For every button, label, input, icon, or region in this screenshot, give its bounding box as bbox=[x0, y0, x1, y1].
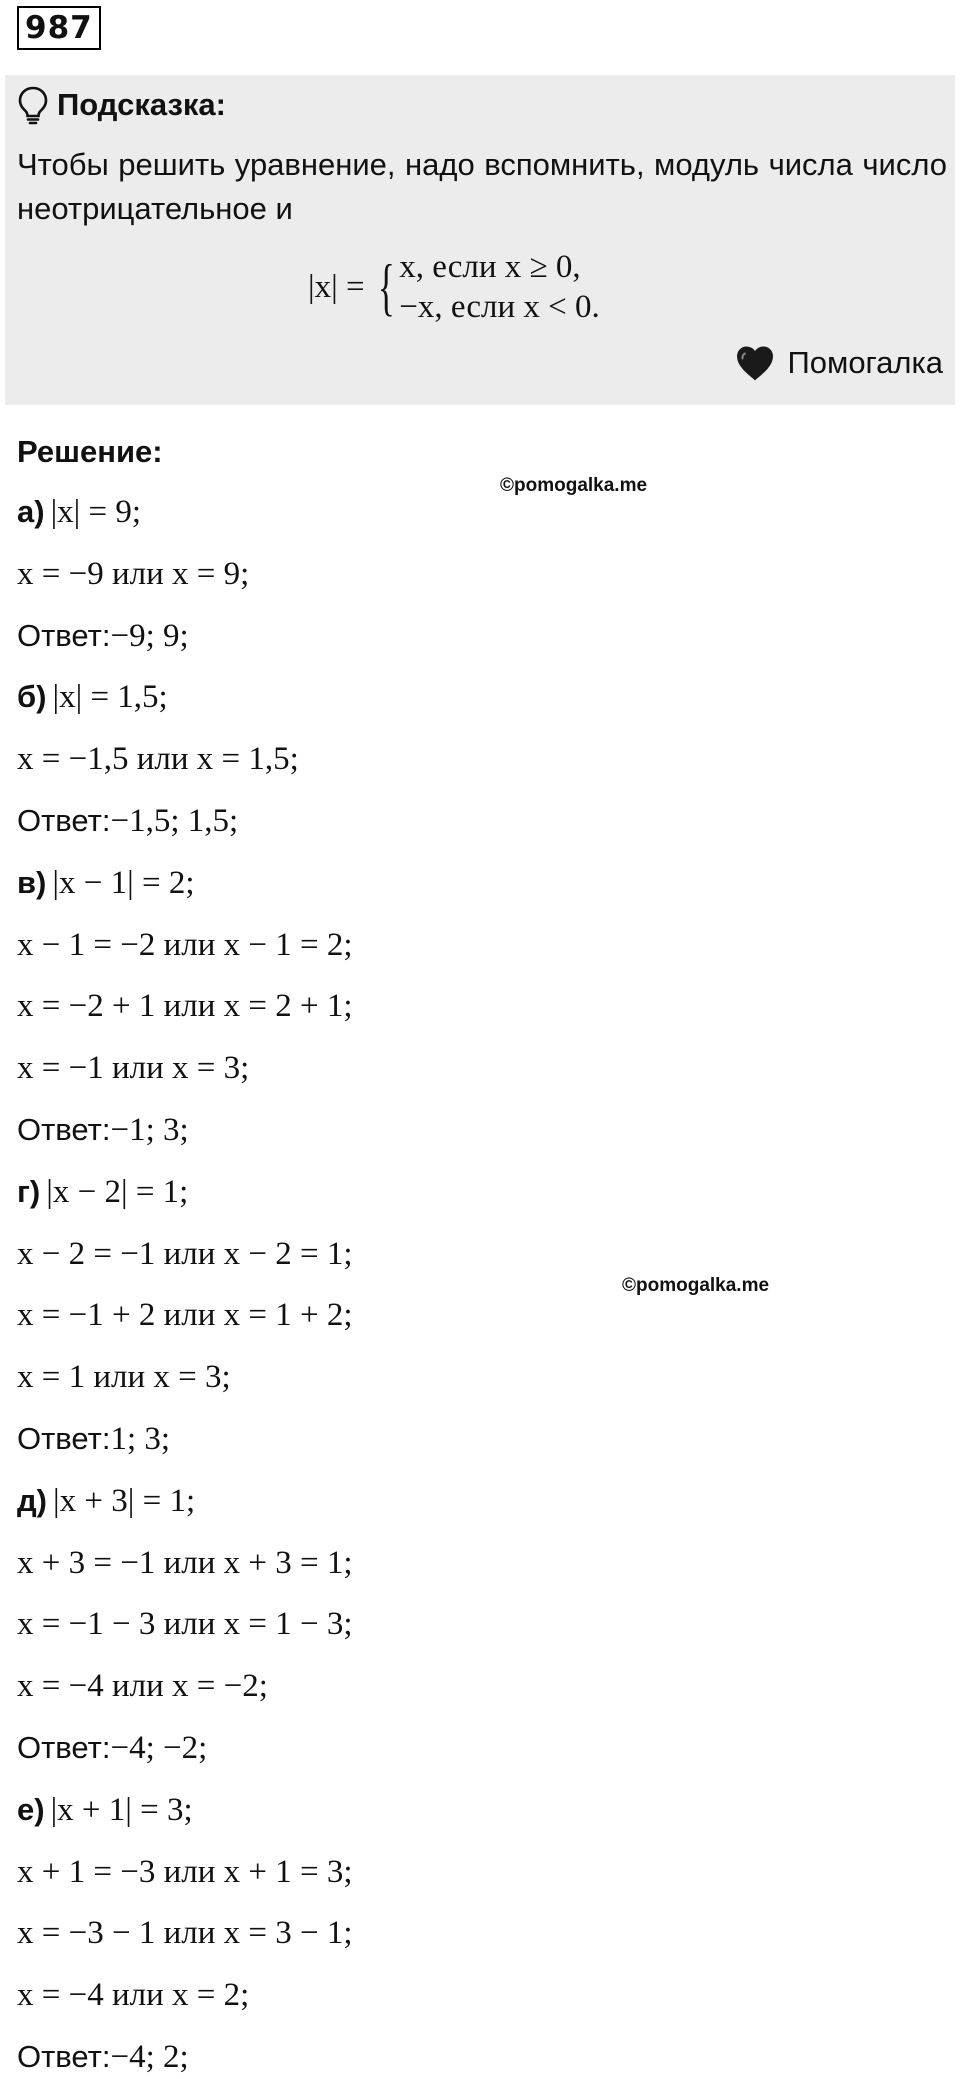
solution-title: Решение: bbox=[17, 434, 163, 469]
solution-line bbox=[17, 1046, 249, 1090]
answer-value: −1; 3; bbox=[110, 1112, 189, 1148]
math-expression: |x| = 9; bbox=[50, 494, 142, 530]
curly-brace: { bbox=[377, 251, 395, 322]
answer-label: Ответ: bbox=[17, 1421, 111, 1456]
math-expression: |x + 3| = 1; bbox=[53, 1483, 196, 1519]
answer-line bbox=[17, 2035, 189, 2079]
answer-label: Ответ: bbox=[17, 803, 111, 838]
brand-link[interactable] bbox=[735, 341, 943, 385]
answer-value: 1; 3; bbox=[110, 1421, 171, 1457]
hint-header bbox=[17, 83, 226, 127]
part-label: е) bbox=[17, 1792, 45, 1827]
math-expression: x = −4 или x = 2; bbox=[17, 1977, 250, 2013]
math-expression: x − 1 = −2 или x − 1 = 2; bbox=[17, 927, 353, 963]
part-label: б) bbox=[17, 679, 47, 714]
solution-line bbox=[17, 861, 195, 905]
hint-box bbox=[5, 75, 955, 405]
math-expression: x + 3 = −1 или x + 3 = 1; bbox=[17, 1545, 353, 1581]
solution-line bbox=[17, 675, 168, 719]
answer-value: −9; 9; bbox=[110, 618, 189, 654]
hint-text: Чтобы решить уравнение, надо вспомнить, модуль числа число неотрицательное и bbox=[17, 147, 947, 226]
solution-line bbox=[17, 1170, 188, 1214]
task-number: 987 bbox=[17, 6, 101, 50]
solution-line bbox=[17, 984, 353, 1028]
part-label: в) bbox=[17, 865, 47, 900]
solution-line bbox=[17, 1541, 353, 1585]
math-expression: x = −9 или x = 9; bbox=[17, 556, 250, 592]
math-expression: x = −4 или x = −2; bbox=[17, 1668, 268, 1704]
watermark: ©pomogalka.me bbox=[622, 1275, 770, 1296]
brand-label: Помогалка bbox=[787, 345, 943, 380]
heart-icon bbox=[735, 345, 775, 381]
lightbulb-icon bbox=[17, 85, 49, 125]
solution-line bbox=[17, 1479, 195, 1523]
answer-line bbox=[17, 614, 189, 658]
solution-line bbox=[17, 1850, 353, 1894]
math-expression: x − 2 = −1 или x − 2 = 1; bbox=[17, 1236, 353, 1272]
answer-label: Ответ: bbox=[17, 1730, 111, 1765]
part-label: а) bbox=[17, 494, 45, 529]
modulus-definition-formula bbox=[308, 245, 600, 329]
math-expression: |x − 1| = 2; bbox=[52, 865, 195, 901]
solution-line bbox=[17, 923, 353, 967]
math-expression: |x − 2| = 1; bbox=[46, 1174, 189, 1210]
math-expression: x + 1 = −3 или x + 1 = 3; bbox=[17, 1854, 353, 1890]
answer-label: Ответ: bbox=[17, 618, 111, 653]
answer-line bbox=[17, 1108, 189, 1152]
answer-line bbox=[17, 799, 238, 843]
math-expression: |x + 1| = 3; bbox=[50, 1792, 193, 1828]
formula-cases bbox=[399, 247, 599, 327]
solution-line bbox=[17, 490, 141, 534]
formula-case-1: x, если x ≥ 0, bbox=[399, 249, 581, 285]
solution-line bbox=[17, 1911, 353, 1955]
math-expression: |x| = 1,5; bbox=[52, 679, 168, 715]
part-label: д) bbox=[17, 1483, 48, 1518]
solution-line bbox=[17, 1232, 353, 1276]
math-expression: x = 1 или x = 3; bbox=[17, 1359, 231, 1395]
watermark: ©pomogalka.me bbox=[500, 475, 648, 496]
math-expression: x = −3 − 1 или x = 3 − 1; bbox=[17, 1915, 353, 1951]
answer-line bbox=[17, 1726, 207, 1770]
math-expression: x = −1 − 3 или x = 1 − 3; bbox=[17, 1606, 353, 1642]
hint-title: Подсказка: bbox=[57, 87, 226, 122]
formula-lhs: |x| = bbox=[308, 268, 365, 305]
answer-label: Ответ: bbox=[17, 1112, 111, 1147]
solution-line bbox=[17, 1664, 268, 1708]
solution-line bbox=[17, 1293, 353, 1337]
answer-value: −4; −2; bbox=[110, 1730, 208, 1766]
math-expression: x = −1 + 2 или x = 1 + 2; bbox=[17, 1297, 353, 1333]
math-expression: x = −1,5 или x = 1,5; bbox=[17, 741, 299, 777]
solution-line bbox=[17, 1973, 249, 2017]
solution-line bbox=[17, 552, 249, 596]
answer-label: Ответ: bbox=[17, 2039, 111, 2074]
formula-case-2: −x, если x < 0. bbox=[399, 289, 600, 325]
answer-value: −1,5; 1,5; bbox=[110, 803, 239, 839]
part-label: г) bbox=[17, 1174, 41, 1209]
solution-line bbox=[17, 1788, 193, 1832]
math-expression: x = −1 или x = 3; bbox=[17, 1050, 250, 1086]
math-expression: x = −2 + 1 или x = 2 + 1; bbox=[17, 988, 353, 1024]
solution-line bbox=[17, 737, 299, 781]
solution-line bbox=[17, 1355, 231, 1399]
answer-value: −4; 2; bbox=[110, 2039, 189, 2075]
answer-line bbox=[17, 1417, 170, 1461]
solution-line bbox=[17, 1602, 353, 1646]
